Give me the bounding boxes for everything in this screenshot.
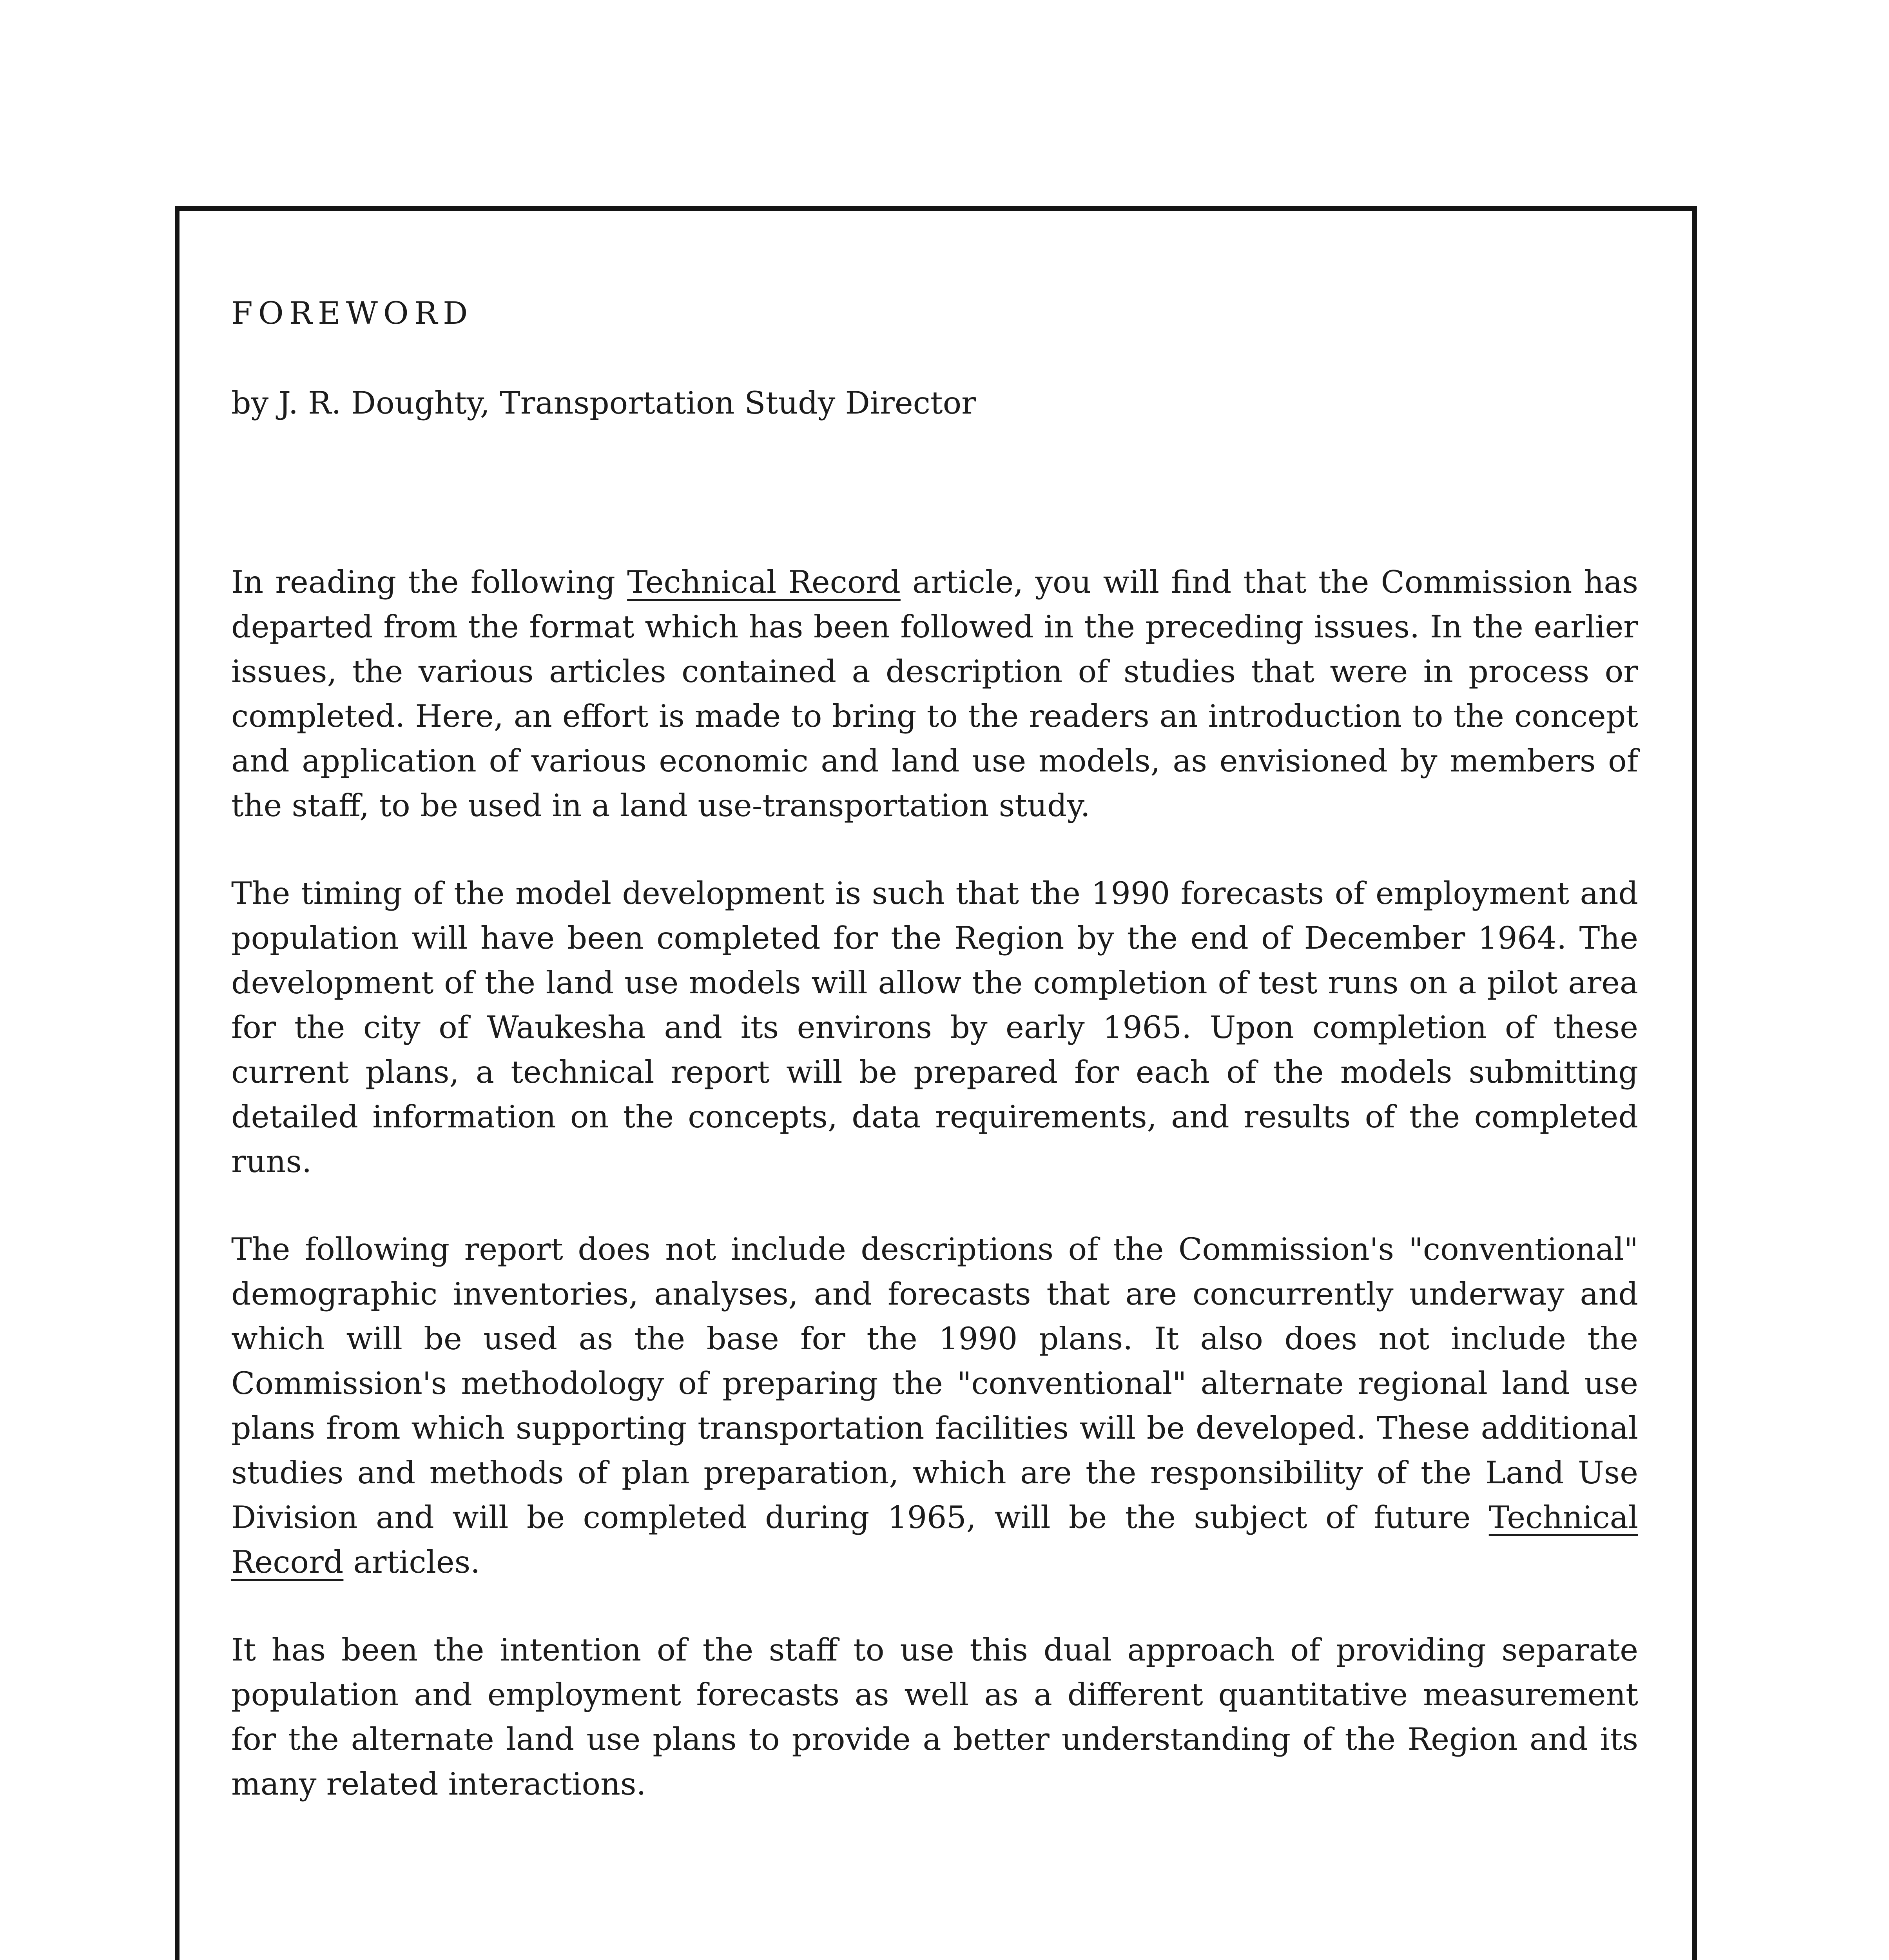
technical-record-title: Technical Record: [627, 564, 901, 600]
paragraph-2: The timing of the model development is such that the 1990 forecasts of employment and population will have been completed for the Region by the end of December 1964. The development of the land use models will allow the completion of test runs on a pilot area for the city of Waukesha and its environs by early 1965. Upon completion of these current plans, a technical report will be prepared for each of the models submitting detailed information on the concepts, data requirements, and results of the completed runs.: [231, 875, 1638, 1180]
paragraph-3-rest: articles.: [343, 1544, 480, 1580]
foreword-heading: FOREWORD: [231, 295, 473, 331]
paragraph-1-rest: article, you will find that the Commission has departed from the format which has been followed in the preceding issues. In the earlier issues, the various articles contained a description of studies that were in process or completed. Here, an effort is made to bring to the readers an introduction to the concept and application of various economic and land use models, as envisioned by members of the staff, to be used in a land use-transportation study.: [231, 564, 1638, 824]
paragraph-4: It has been the intention of the staff to use this dual approach of providing separate population and employment forecasts as well as a different quantitative measurement for the alternate land use plans to provide a better understanding of the Region and its many related interactions.: [231, 1632, 1638, 1802]
paragraph-3-start: The following report does not include descriptions of the Commission's "conventional" demographic inventories, analyses, and forecasts that are concurrently underway and which will be used as the base for the 1990 plans. It also does not include the Commission's methodology of preparing the "conventional" alternate regional land use plans from which supporting transportation facilities will be developed. These additional studies and methods of plan preparation, which are the responsibility of the Land Use Division and will be completed during 1965, will be the subject of future: [231, 1231, 1638, 1535]
paragraph-1-start: In reading the following: [231, 564, 627, 600]
paragraph-3: [231, 1227, 1638, 1584]
paragraph-1: [231, 560, 1638, 828]
foreword-content: [231, 295, 1638, 1849]
technical-record-title: Technical Record: [231, 1499, 1638, 1580]
foreword-body: [231, 560, 1638, 1806]
foreword-byline: by J. R. Doughty, Transportation Study Director: [231, 385, 976, 421]
